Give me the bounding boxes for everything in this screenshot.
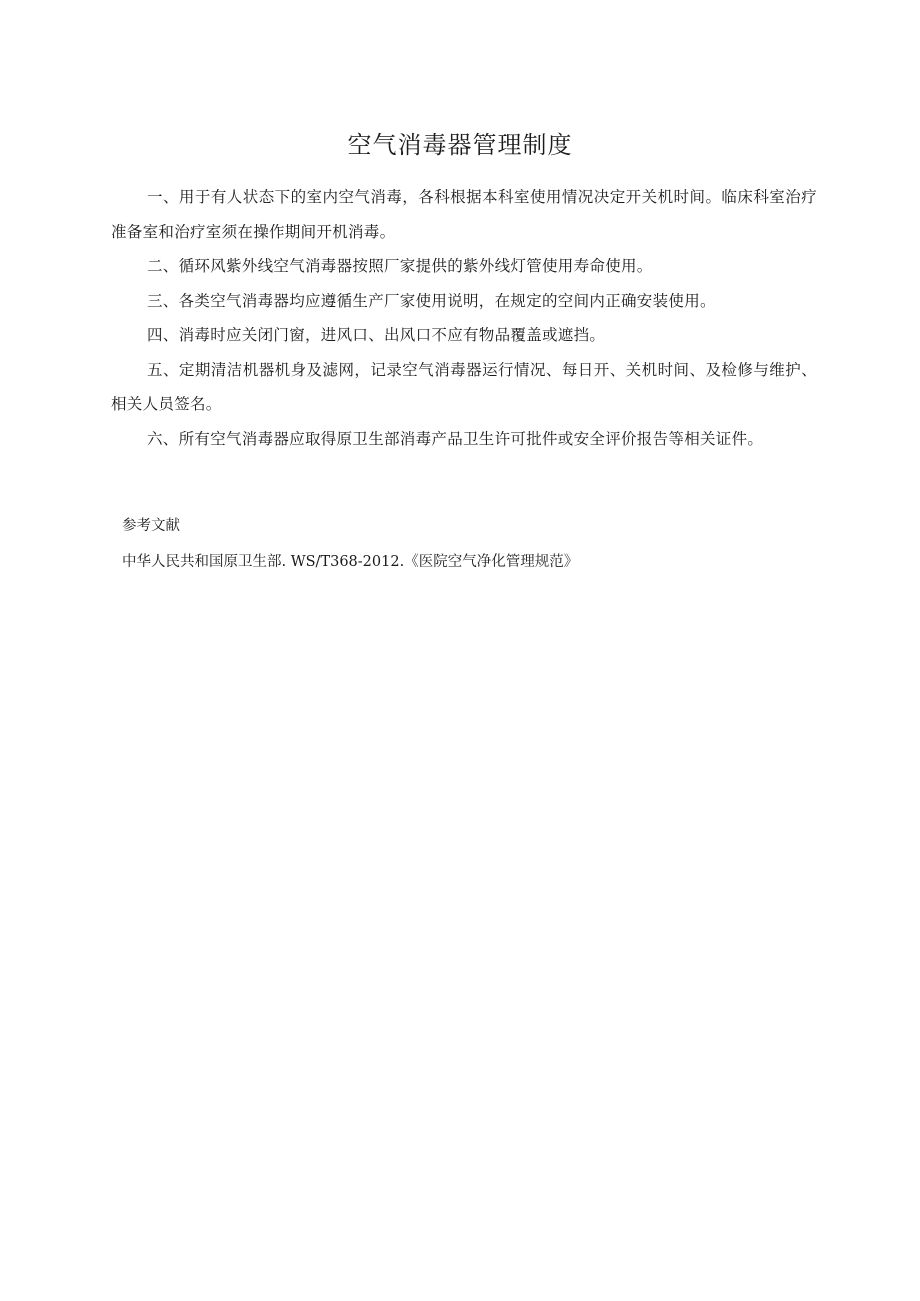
reference-item: 中华人民共和国原卫生部. WS/T368-2012.《医院空气净化管理规范》 (122, 554, 579, 570)
paragraph-4: 四、消毒时应关闭门窗，进风口、出风口不应有物品覆盖或遮挡。 (147, 326, 606, 344)
paragraph-3: 三、各类空气消毒器均应遵循生产厂家使用说明，在规定的空间内正确安装使用。 (147, 291, 716, 310)
document-body (111, 180, 817, 456)
paragraph-2: 二、循环风紫外线空气消毒器按照厂家提供的紫外线灯管使用寿命使用。 (147, 257, 653, 275)
paragraph-5: 五、定期清洁机器机身及滤网，记录空气消毒器运行情况、每日开、关机时间、及检修与维护、相关人员签名。 (111, 360, 817, 413)
paragraph-6: 六、所有空气消毒器应取得原卫生部消毒产品卫生许可批件或安全评价报告等相关证件。 (147, 429, 764, 448)
references-heading: 参考文献 (122, 518, 180, 534)
references-section (122, 508, 822, 580)
document-title: 空气消毒器管理制度 (347, 131, 573, 159)
paragraph-1: 一、用于有人状态下的室内空气消毒，各科根据本科室使用情况决定开关机时间。临床科室治疗准备室和治疗室须在操作期间开机消毒。 (111, 188, 817, 241)
